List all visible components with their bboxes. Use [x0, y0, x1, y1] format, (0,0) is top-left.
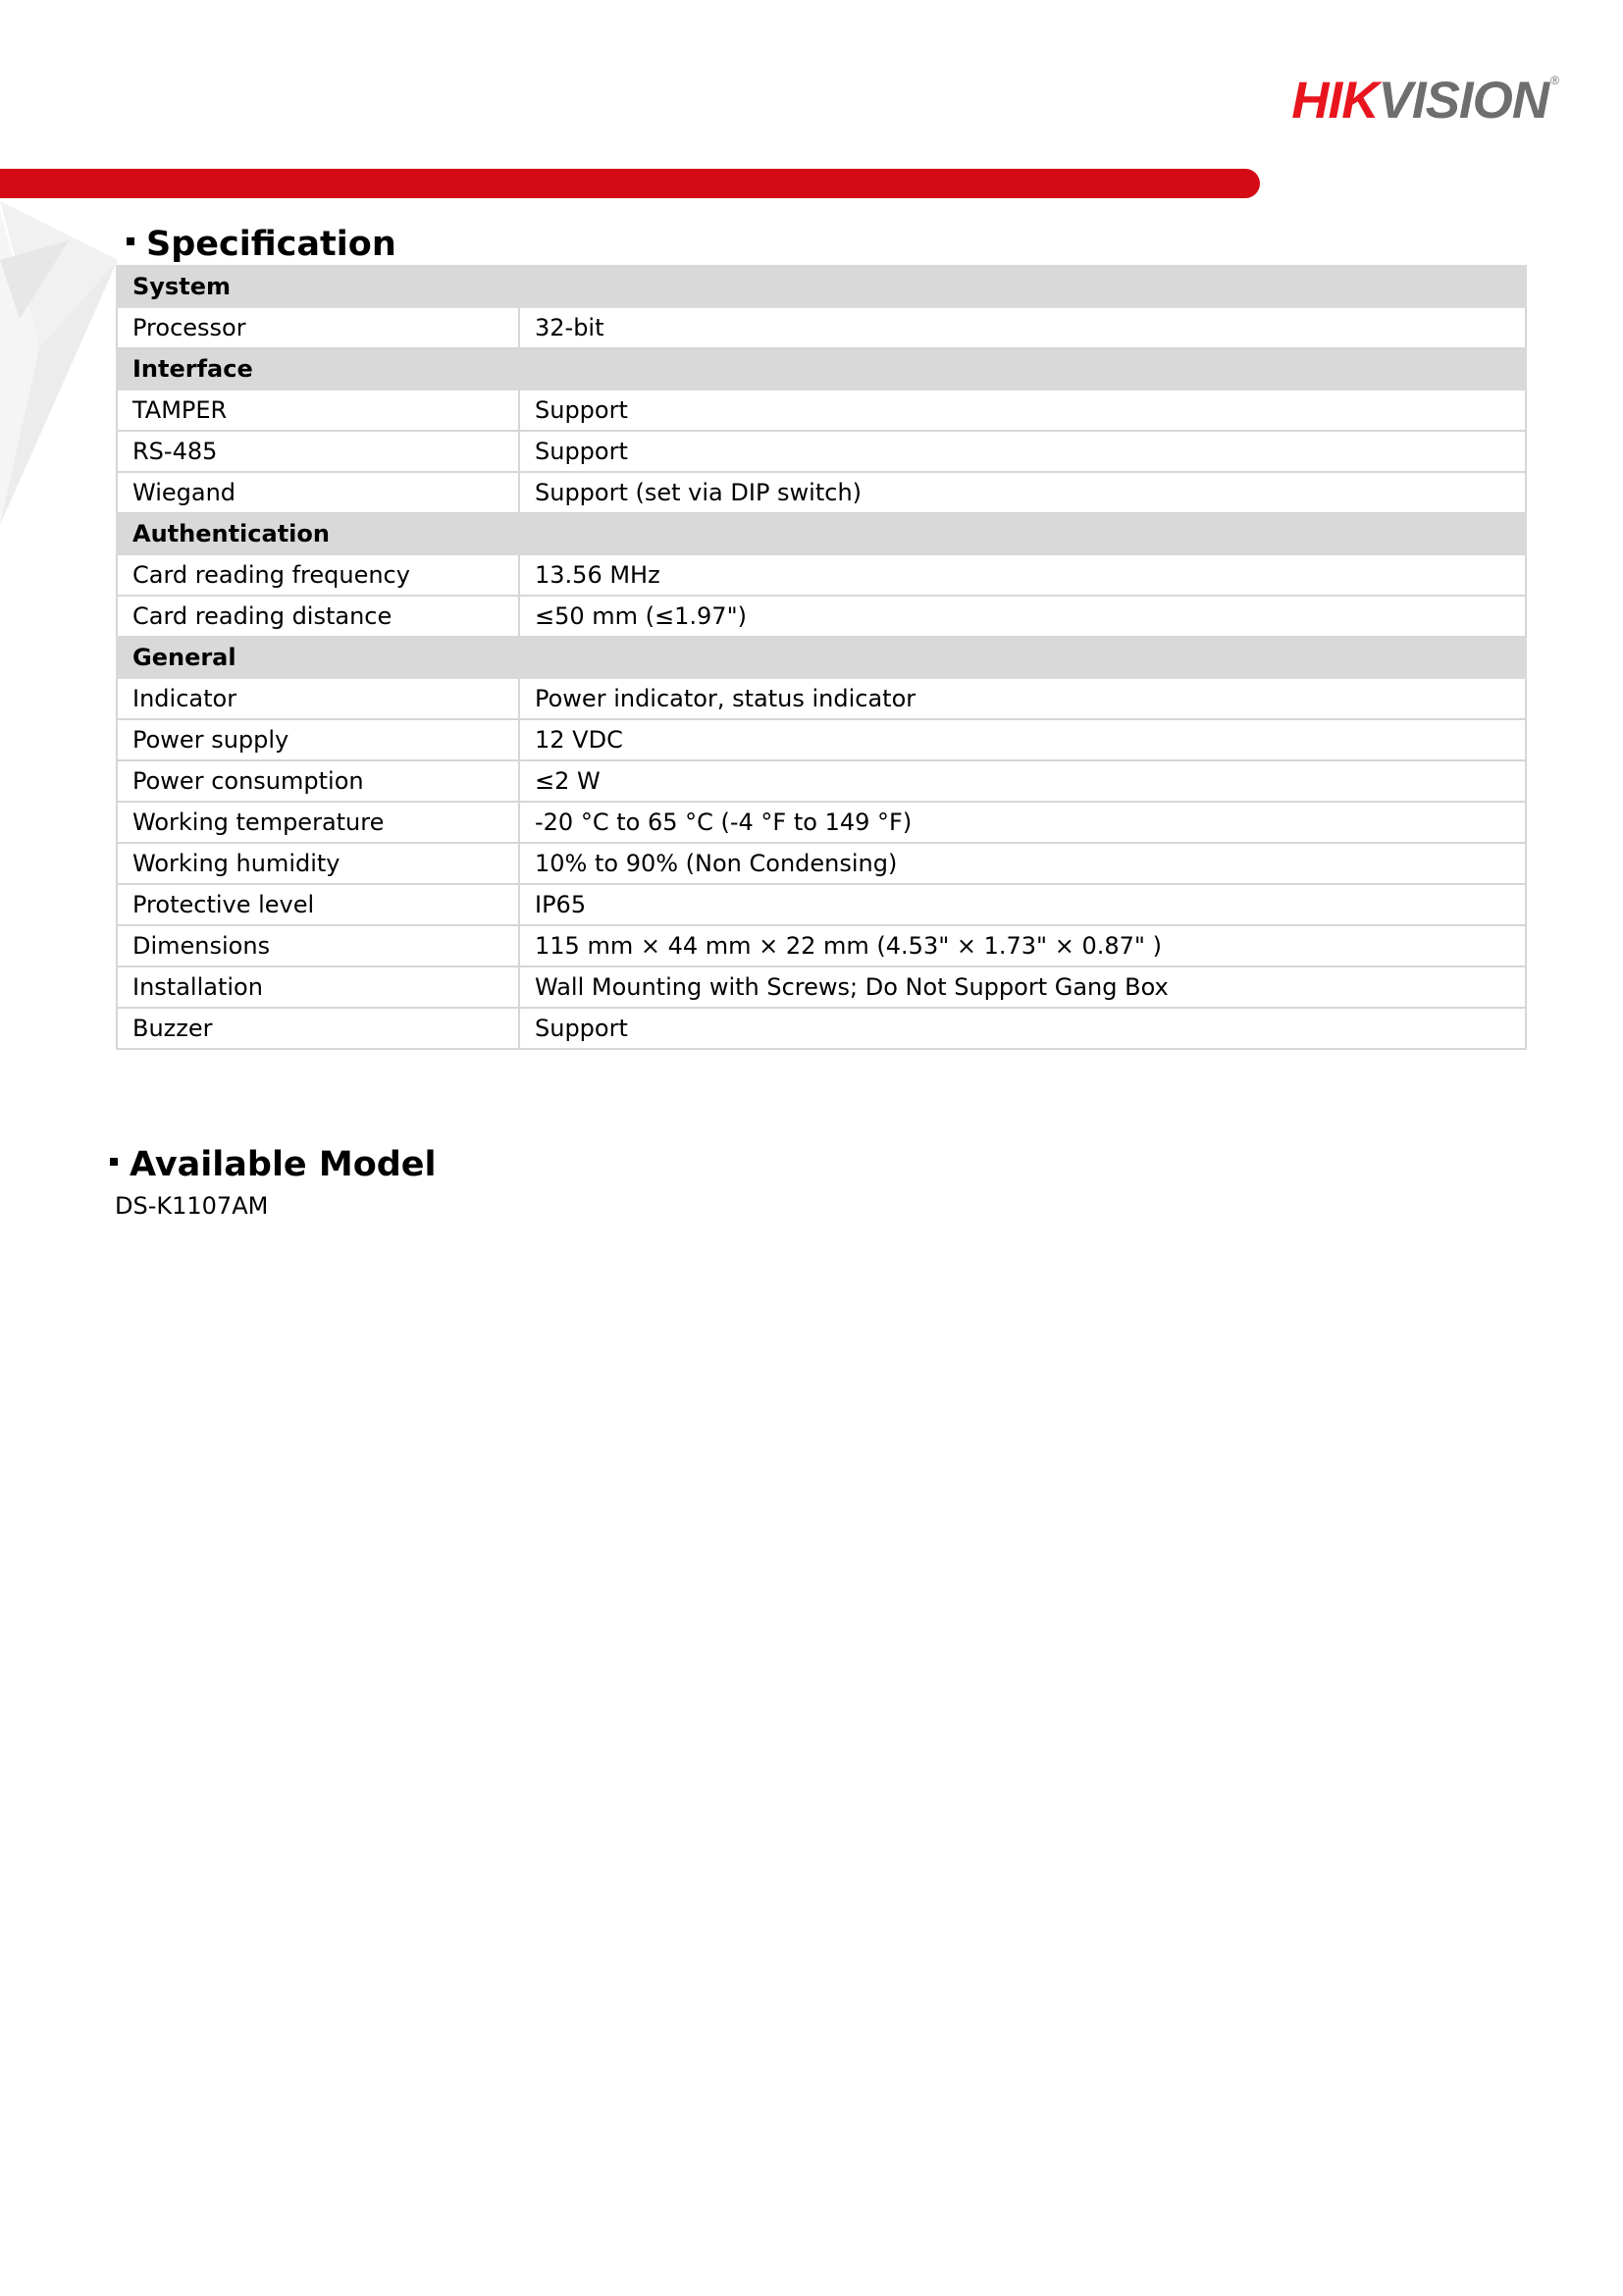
spec-value: Support [519, 1008, 1526, 1049]
model-number: DS-K1107AM [115, 1192, 269, 1220]
spec-value: 32-bit [519, 307, 1526, 348]
table-row [117, 390, 1526, 431]
hikvision-logo [1291, 72, 1558, 130]
spec-label: Card reading frequency [117, 554, 519, 596]
specification-table [116, 265, 1527, 1050]
spec-value: 12 VDC [519, 719, 1526, 760]
spec-value: 115 mm × 44 mm × 22 mm (4.53" × 1.73" × 0.87" ) [519, 925, 1526, 966]
table-row [117, 719, 1526, 760]
specification-title: Specification [146, 225, 396, 264]
watermark-graphic [0, 201, 123, 525]
spec-label: Indicator [117, 678, 519, 719]
spec-value: Support [519, 431, 1526, 472]
group-row-interface [117, 348, 1526, 390]
spec-value: ≤50 mm (≤1.97") [519, 596, 1526, 637]
table-row [117, 678, 1526, 719]
specification-heading [127, 225, 396, 264]
spec-value: 13.56 MHz [519, 554, 1526, 596]
spec-value: Support [519, 390, 1526, 431]
spec-value: 10% to 90% (Non Condensing) [519, 843, 1526, 884]
bullet-icon [110, 1158, 118, 1166]
group-spacer [519, 348, 1526, 390]
logo-red-text: HIK [1291, 72, 1379, 130]
table-row [117, 431, 1526, 472]
table-row [117, 843, 1526, 884]
bullet-icon [127, 237, 134, 245]
table-row [117, 884, 1526, 925]
group-spacer [519, 266, 1526, 307]
spec-label: Power consumption [117, 760, 519, 802]
group-row-authentication [117, 513, 1526, 554]
spec-label: Working temperature [117, 802, 519, 843]
table-row [117, 760, 1526, 802]
table-row [117, 472, 1526, 513]
header-red-bar [0, 169, 1260, 198]
group-name: Authentication [117, 513, 519, 554]
table-row [117, 596, 1526, 637]
spec-value: -20 °C to 65 °C (-4 °F to 149 °F) [519, 802, 1526, 843]
spec-value: Support (set via DIP switch) [519, 472, 1526, 513]
registered-mark: ® [1550, 74, 1558, 87]
spec-label: Installation [117, 966, 519, 1008]
spec-value: Wall Mounting with Screws; Do Not Support Gang Box [519, 966, 1526, 1008]
spec-label: Protective level [117, 884, 519, 925]
table-row [117, 925, 1526, 966]
spec-value: IP65 [519, 884, 1526, 925]
available-model-title: Available Model [130, 1145, 437, 1184]
group-name: Interface [117, 348, 519, 390]
group-name: System [117, 266, 519, 307]
spec-label: Working humidity [117, 843, 519, 884]
spec-label: Processor [117, 307, 519, 348]
group-spacer [519, 513, 1526, 554]
group-name: General [117, 637, 519, 678]
table-row [117, 1008, 1526, 1049]
spec-label: RS-485 [117, 431, 519, 472]
table-row [117, 966, 1526, 1008]
spec-label: Power supply [117, 719, 519, 760]
spec-value: ≤2 W [519, 760, 1526, 802]
table-row [117, 802, 1526, 843]
group-row-general [117, 637, 1526, 678]
spec-label: Buzzer [117, 1008, 519, 1049]
table-row [117, 554, 1526, 596]
available-model-heading [110, 1145, 437, 1184]
spec-value: Power indicator, status indicator [519, 678, 1526, 719]
table-row [117, 307, 1526, 348]
spec-label: TAMPER [117, 390, 519, 431]
spec-label: Card reading distance [117, 596, 519, 637]
group-spacer [519, 637, 1526, 678]
group-row-system [117, 266, 1526, 307]
logo-gray-text: VISION [1378, 72, 1549, 130]
spec-label: Wiegand [117, 472, 519, 513]
spec-label: Dimensions [117, 925, 519, 966]
